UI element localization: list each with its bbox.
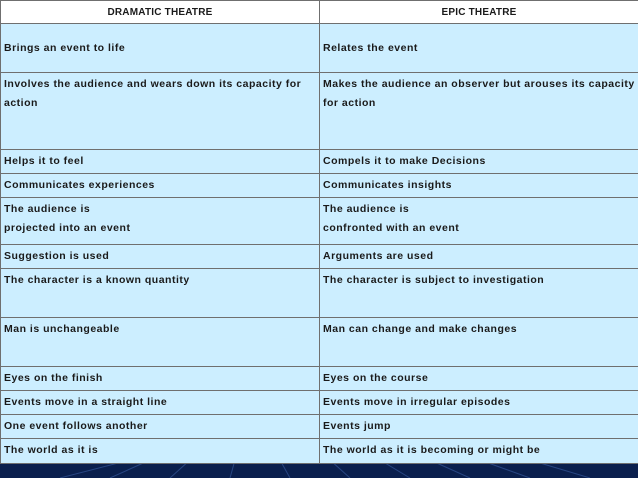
header-dramatic-theatre: DRAMATIC THEATRE <box>1 1 320 24</box>
dramatic-cell <box>1 245 320 269</box>
table-header-row <box>1 1 638 24</box>
cell-text: Eyes on the course <box>323 372 429 384</box>
table-row <box>1 415 638 439</box>
table-row <box>1 73 638 150</box>
cell-text: Events move in a straight line <box>4 396 168 408</box>
epic-cell <box>320 150 638 174</box>
table-row <box>1 367 638 391</box>
dramatic-cell <box>1 439 320 464</box>
table-row <box>1 174 638 198</box>
cell-text: Eyes on the finish <box>4 372 103 384</box>
cell-text: Events jump <box>323 420 391 432</box>
epic-cell <box>320 391 638 415</box>
cell-text: The audience is projected into an event <box>4 203 131 234</box>
cell-text: Helps it to feel <box>4 155 84 167</box>
table-row <box>1 150 638 174</box>
cell-text: The world as it is becoming or might be <box>323 444 541 456</box>
epic-cell <box>320 198 638 245</box>
cell-text: Man is unchangeable <box>4 323 120 335</box>
cell-text: Brings an event to life <box>4 41 126 54</box>
dramatic-cell <box>1 391 320 415</box>
table-row <box>1 198 638 245</box>
dramatic-cell <box>1 24 320 73</box>
cell-text: One event follows another <box>4 420 148 432</box>
epic-cell <box>320 439 638 464</box>
cell-text: Relates the event <box>323 41 418 54</box>
header-epic-theatre: EPIC THEATRE <box>320 1 638 24</box>
dramatic-cell <box>1 150 320 174</box>
cell-text: The audience is confronted with an event <box>323 203 460 234</box>
table-row <box>1 391 638 415</box>
table-row <box>1 245 638 269</box>
table-row <box>1 24 638 73</box>
cell-text: Arguments are used <box>323 250 434 262</box>
dramatic-cell <box>1 198 320 245</box>
cell-text: Events move in irregular episodes <box>323 396 511 408</box>
cell-text: Communicates experiences <box>4 179 155 191</box>
cell-text: Suggestion is used <box>4 250 110 262</box>
table-row <box>1 439 638 464</box>
epic-cell <box>320 415 638 439</box>
cell-text: The character is subject to investigation <box>323 274 545 286</box>
epic-cell <box>320 245 638 269</box>
epic-cell <box>320 24 638 73</box>
cell-text: Man can change and make changes <box>323 323 518 335</box>
dramatic-cell <box>1 367 320 391</box>
dramatic-cell <box>1 415 320 439</box>
epic-cell <box>320 318 638 367</box>
table-row <box>1 318 638 367</box>
epic-cell <box>320 269 638 318</box>
table-row <box>1 269 638 318</box>
cell-text: Compels it to make Decisions <box>323 155 486 167</box>
dramatic-cell <box>1 73 320 150</box>
dramatic-cell <box>1 318 320 367</box>
dramatic-cell <box>1 174 320 198</box>
cell-text: The world as it is <box>4 444 99 456</box>
epic-cell <box>320 174 638 198</box>
cell-text: Communicates insights <box>323 179 452 191</box>
dramatic-cell <box>1 269 320 318</box>
cell-text: The character is a known quantity <box>4 274 190 286</box>
epic-cell <box>320 73 638 150</box>
cell-text: Involves the audience and wears down its capacity for action <box>4 78 302 109</box>
cell-text: Makes the audience an observer but arouses its capacity for action <box>323 78 635 109</box>
epic-cell <box>320 367 638 391</box>
